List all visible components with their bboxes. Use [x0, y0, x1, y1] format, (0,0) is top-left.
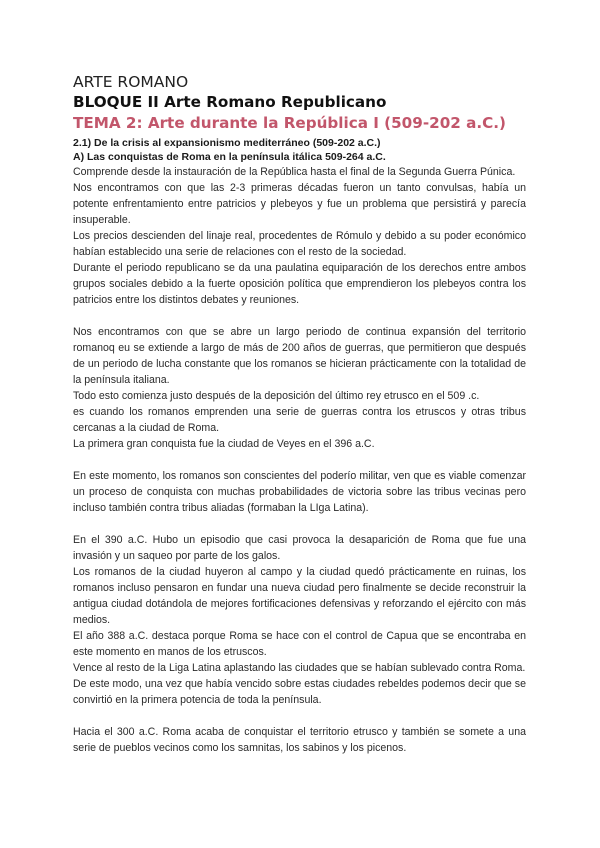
topic-title: TEMA 2: Arte durante la República I (509-202 a.C.) [73, 114, 506, 132]
section-subheading: A) Las conquistas de Roma en la península itálica 509-264 a.C. [73, 151, 386, 163]
course-title: ARTE ROMANO [73, 73, 189, 91]
paragraph: Hacia el 300 a.C. Roma acaba de conquistar el territorio etrusco y también se somete a una serie de pueblos vecinos como los samnitas, los sabinos y los picenos. [73, 726, 526, 754]
paragraph: Nos encontramos con que las 2-3 primeras décadas fueron un tanto convulsas, había un potente enfrentamiento entre patricios y plebeyos y fue un problema que persistirá y parecía insuperable. [73, 182, 526, 226]
paragraph: El año 388 a.C. destaca porque Roma se hace con el control de Capua que se encontraba en este momento en manos de los etruscos. [73, 630, 526, 658]
paragraph-gap [73, 708, 526, 724]
paragraph-gap [73, 308, 526, 324]
paragraph: Los romanos de la ciudad huyeron al campo y la ciudad quedó prácticamente en ruinas, los romanos incluso pensaron en fundar una nueva ciudad pero finalmente se decide reconstruir la antigua ciudad dotándola de mejores fortificaciones defensivas y reforzando el ejército con más medios. [73, 566, 526, 626]
paragraph: es cuando los romanos emprenden una serie de guerras contra los etruscos y otras tribus cercanas a la ciudad de Roma. [73, 406, 526, 434]
paragraph: En el 390 a.C. Hubo un episodio que casi provoca la desaparición de Roma que fue una invasión y un saqueo por parte de los galos. [73, 534, 526, 562]
paragraph: Todo esto comienza justo después de la deposición del último rey etrusco en el 509 .c. [73, 390, 480, 402]
block-title: BLOQUE II Arte Romano Republicano [73, 93, 387, 111]
paragraph: De este modo, una vez que había vencido sobre estas ciudades rebeldes podemos decir que se convirtió en la primera potencia de toda la península. [73, 678, 526, 706]
paragraph: Comprende desde la instauración de la República hasta el final de la Segunda Guerra Púnica. [73, 166, 516, 178]
section-heading: 2.1) De la crisis al expansionismo mediterráneo (509-202 a.C.) [73, 137, 381, 149]
paragraph: La primera gran conquista fue la ciudad de Veyes en el 396 a.C. [73, 438, 375, 450]
paragraph: Nos encontramos con que se abre un largo periodo de continua expansión del territorio romanoq eu se extiende a largo de más de 200 años de guerras, que permitieron que después de un periodo de lucha constante que los romanos se hicieran prácticamente con la totalidad de la península italiana. [73, 326, 526, 386]
paragraph-gap [73, 516, 526, 532]
paragraph: En este momento, los romanos son conscientes del poderío militar, ven que es viable comenzar un proceso de conquista con muchas probabilidades de victoria sobre las tribus vecinas pero incluso también contra tribus aliadas (formaban la LIga Latina). [73, 470, 526, 514]
paragraph-gap [73, 452, 526, 468]
paragraph: Durante el periodo republicano se da una paulatina equiparación de los derechos entre ambos grupos sociales debido a la fuerte oposición política que emprendieron los plebeyos contra los patricios entre los distintos debates y reuniones. [73, 262, 526, 306]
paragraph: Vence al resto de la Liga Latina aplastando las ciudades que se habían sublevado contra Roma. [73, 662, 526, 674]
paragraph: Los precios descienden del linaje real, procedentes de Rómulo y debido a su poder económico habían establecido una serie de relaciones con el resto de la sociedad. [73, 230, 526, 258]
body-text [73, 164, 526, 756]
